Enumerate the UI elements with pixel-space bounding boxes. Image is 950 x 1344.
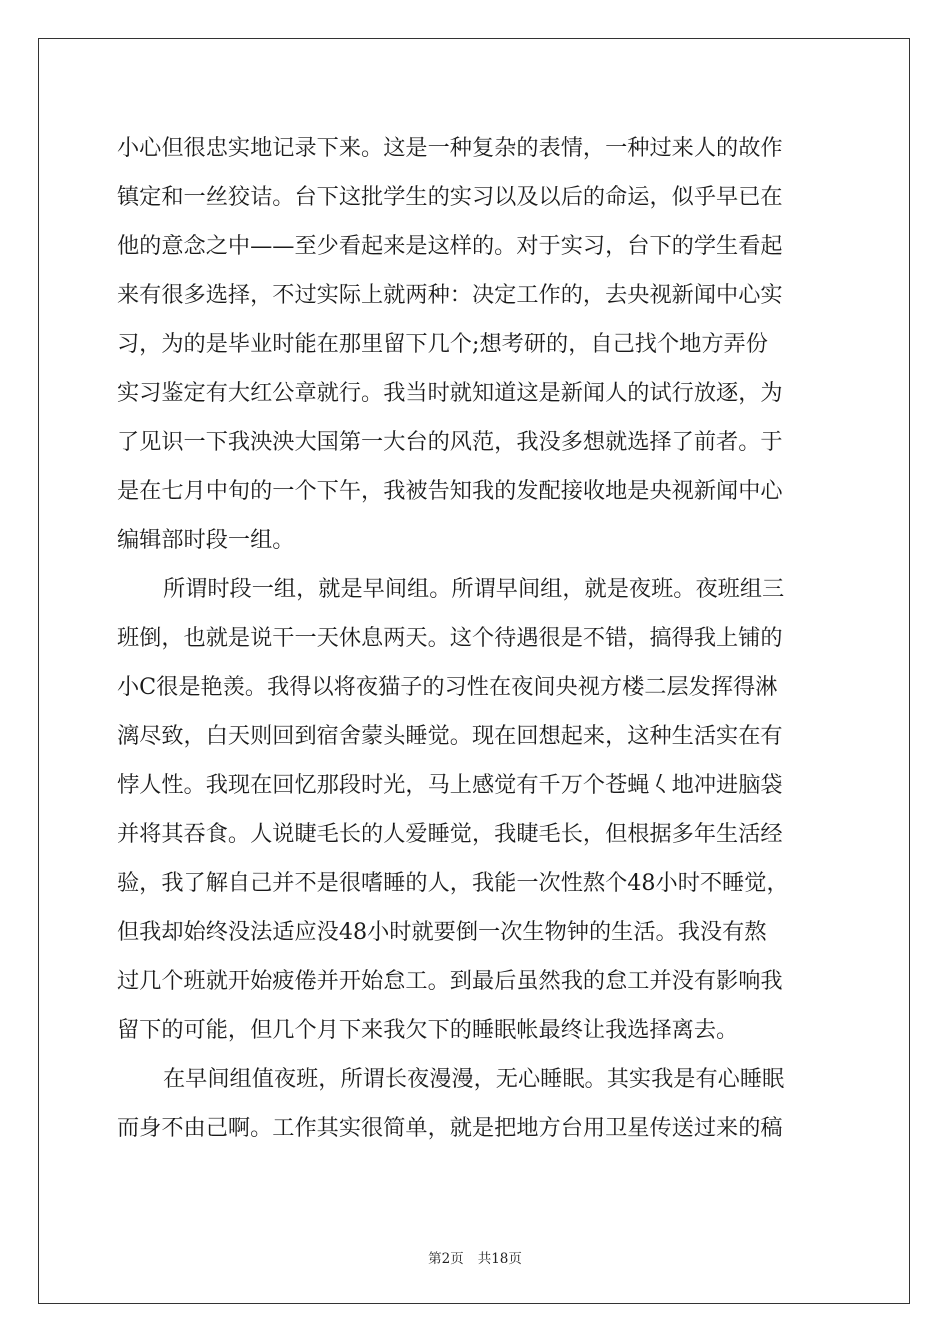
text-line: 镇定和一丝狡诘。台下这批学生的实习以及以后的命运，似乎早已在 <box>117 184 783 210</box>
paragraph-1 <box>117 124 833 565</box>
text-line: 并将其吞食。人说睫毛长的人爱睡觉，我睫毛长，但根据多年生活经 <box>117 821 783 847</box>
text-line: 但我却始终没法适应没48小时就要倒一次生物钟的生活。我没有熬 <box>117 919 767 945</box>
text-line: 他的意念之中——至少看起来是这样的。对于实习，台下的学生看起 <box>117 233 783 259</box>
text-line: 所谓时段一组，就是早间组。所谓早间组，就是夜班。夜班组三 <box>163 576 785 602</box>
text-line: 小心但很忠实地记录下来。这是一种复杂的表情，一种过来人的故作 <box>117 135 783 161</box>
text-line: 习，为的是毕业时能在那里留下几个;想考研的，自己找个地方弄份 <box>117 331 768 357</box>
page-number: 第2页 <box>428 1251 464 1267</box>
text-line: 而身不由己啊。工作其实很简单，就是把地方台用卫星传送过来的稿 <box>117 1115 783 1141</box>
paragraph-3 <box>117 1055 833 1153</box>
text-line: 小C很是艳羡。我得以将夜猫子的习性在夜间央视方楼二层发挥得淋 <box>117 674 778 700</box>
text-line: 来有很多选择，不过实际上就两种：决定工作的，去央视新闻中心实 <box>117 282 783 308</box>
text-line: 漓尽致，白天则回到宿舍蒙头睡觉。现在回想起来，这种生活实在有 <box>117 723 783 749</box>
text-line: 是在七月中旬的一个下午，我被告知我的发配接收地是央视新闻中心 <box>117 478 783 504</box>
text-line: 编辑部时段一组。 <box>117 527 295 553</box>
text-line: 了见识一下我泱泱大国第一大台的风范，我没多想就选择了前者。于 <box>117 429 783 455</box>
text-line: 在早间组值夜班，所谓长夜漫漫，无心睡眠。其实我是有心睡眠 <box>163 1066 785 1092</box>
text-line: 过几个班就开始疲倦并开始怠工。到最后虽然我的怠工并没有影响我 <box>117 968 783 994</box>
document-body <box>117 124 833 1153</box>
text-line: 实习鉴定有大红公章就行。我当时就知道这是新闻人的试行放逐，为 <box>117 380 783 406</box>
text-line: 班倒，也就是说干一天休息两天。这个待遇很是不错，搞得我上铺的 <box>117 625 783 651</box>
page-total: 共18页 <box>477 1251 522 1267</box>
text-line: 留下的可能，但几个月下来我欠下的睡眠帐最终让我选择离去。 <box>117 1017 739 1043</box>
page-footer <box>0 1247 950 1267</box>
paragraph-2 <box>117 565 833 1055</box>
text-line: 验，我了解自己并不是很嗜睡的人，我能一次性熬个48小时不睡觉， <box>117 870 789 896</box>
text-line: 悖人性。我现在回忆那段时光，马上感觉有千万个苍蝇𡿨地冲进脑袋 <box>117 772 783 798</box>
